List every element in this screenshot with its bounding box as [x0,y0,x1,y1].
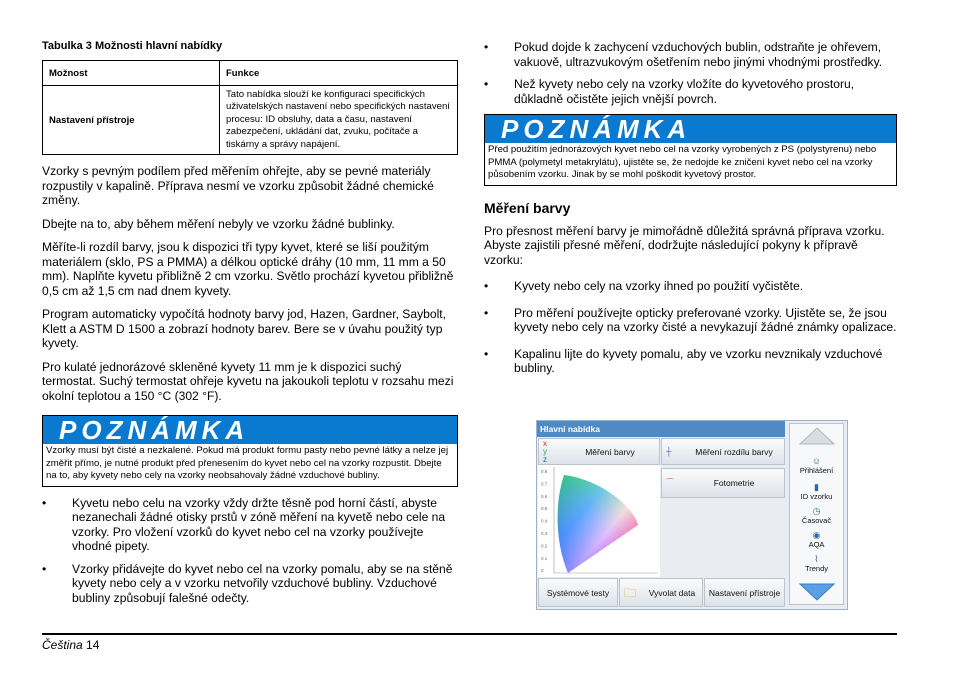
list-item-text: Kyvety nebo cely na vzorky ihned po použití vyčistěte. [514,279,804,293]
curve-icon: ⌒ [666,478,674,487]
table-header-row [43,61,458,86]
arrow-down-icon [798,582,836,602]
arrow-up-icon [798,426,836,446]
section-heading: Měření barvy [484,199,571,216]
color-difference-button[interactable] [661,438,785,465]
bullet-list [42,496,458,606]
note-title: POZNÁMKA [43,416,457,444]
bullet-list [484,279,897,376]
screen-title: Hlavní nabídka [537,421,785,437]
list-item-text: Pokud dojde k zachycení vzduchových bublin, odstraňte je ohřevem, vakuově, ultrazvukovým ošetřením nebo jinými vhodnými prostředky. [514,40,883,69]
button-label: Vyvolat data [648,587,696,598]
axis-tick-label: 0.1 [541,555,548,561]
page-number: 14 [86,638,100,652]
list-item [484,279,897,294]
paragraph: Pro kulaté jednorázové skleněné kyvety 11 mm je k dispozici suchý termostat. Suchý termostat ohřeje kyvetu na jakoukoli teplotu v rozsahu mezi okolní teplotou a 150 °C (302 °F). [42,359,454,403]
axis-tick-label: 0.4 [541,518,548,524]
table-header-function: Funkce [220,61,458,86]
list-item [484,347,897,376]
note-box [42,415,458,487]
side-item-label: AQA [808,540,825,549]
footer-divider [42,633,897,635]
bullet-icon: • [484,40,489,54]
clock-icon: ◷ [812,506,821,516]
list-item-text: Vzorky přidávejte do kyvet nebo cel na vzorky pomalu, aby se na stěně kyvety nebo cely a v vzorku netvořily vzduchové bubliny. Vzduchové bubliny způsobují falešné odečty. [72,561,453,605]
axis-tick-label: 0.5 [541,506,548,512]
list-item [42,496,458,554]
aqa-button[interactable] [790,530,843,549]
bullet-icon: • [484,346,489,361]
bullet-icon: • [484,77,489,91]
axis-tick-label: 0.6 [541,493,548,499]
chromaticity-svg [538,465,660,577]
color-measurement-button[interactable] [538,438,660,465]
table-header-option: Možnost [43,61,220,86]
bullet-icon: • [42,561,47,576]
right-column [484,38,897,384]
chromaticity-diagram [538,465,660,577]
trends-button[interactable] [790,554,843,573]
axis-tick-label: 0 [541,568,544,574]
side-item-label: Trendy [804,564,829,573]
scroll-up-button[interactable] [790,426,843,448]
button-label: Systémové testy [546,587,610,598]
vial-icon: ▮ [814,482,819,492]
sample-id-button[interactable] [790,482,843,501]
note-text: Před použitím jednorázových kyvet nebo cel na vzorky vyrobených z PS (polystyrenu) nebo PMMA (polymetyl metakrylátu), ujistěte se, že nedojde ke zničení kyvet nebo cel na vzorky působením vzorku. Jinak by se mohl poškodit kyvetový prostor. [488,144,877,180]
footer-language: Čeština [42,638,83,652]
button-label: Měření barvy [585,446,635,457]
list-item [484,40,897,69]
table-row [43,86,458,155]
bullet-icon: • [42,495,47,510]
paragraph: Dbejte na to, aby během měření nebyly ve vzorku žádné bublinky. [42,216,395,231]
side-item-label: Časovač [801,516,832,525]
bullet-icon: • [484,305,489,320]
button-label: Nastavení přístroje [708,587,781,598]
paragraph: Měříte-li rozdíl barvy, jsou k dispozici tři typy kyvet, které se liší použitým materiálem (sklo, PS a PMMA) a délkou optické dráhy (10 mm, 11 mm a 50 mm). Naplňte kyvetu přibližně 2 cm vzorku. Světlo prochází kyvetou přibližně 0,5 cm až 1,5 cm nad dnem kyvety. [42,240,454,298]
folder-icon: 🗀 [624,585,637,600]
axis-tick-label: 0.8 [541,469,548,474]
paragraph: Program automaticky vypočítá hodnoty barvy jod, Hazen, Gardner, Saybolt, Klett a ASTM D 1500 a zobrazí hodnoty barev. Bere se v úvahu použitý typ kyvety. [42,307,447,351]
axis-tick-label: 0.3 [541,531,548,536]
scroll-down-button[interactable] [790,582,843,604]
button-label: Fotometrie [713,478,755,488]
options-table [42,60,458,155]
button-label: Měření rozdílu barvy [695,446,773,457]
table-cell-function: Tato nabídka slouží ke konfiguraci specifických uživatelských nastavení nebo specifických nastavení procesu: ID obsluhy, data a času, nastavení zabezpečení, ukládání dat, zvuku, počítače a tiskárny a správy napájení. [220,86,458,155]
paragraph: Vzorky s pevným podílem před měřením ohřejte, aby se pevné materiály rozpustily v kapalině. Příprava nesmí ve vzorku způsobit žádné chemické změny. [42,164,434,208]
bullet-icon: • [484,279,489,293]
list-item [42,562,458,606]
table-cell-option: Nastavení přístroje [43,86,220,155]
table-caption: Tabulka 3 Možnosti hlavní nabídky [42,40,223,52]
instrument-settings-button[interactable] [704,578,785,607]
instrument-screen [536,420,848,610]
photometry-button[interactable] [661,468,785,498]
aqa-icon: ◉ [812,530,821,540]
axis-tick-label: 0.7 [541,481,548,487]
note-title: POZNÁMKA [485,115,896,143]
note-box [484,114,897,186]
page-footer [42,638,99,652]
trend-chart-icon: ⌇ [814,554,819,564]
axes-icon: ┼ [666,446,672,456]
list-item [484,306,897,335]
side-panel [789,423,844,605]
side-item-label: Přihlášení [799,466,834,475]
axis-tick-label: 0.2 [541,543,548,549]
user-icon: ☺ [811,456,822,466]
bullet-list [484,40,897,106]
system-tests-button[interactable] [538,578,618,607]
login-button[interactable] [790,456,843,475]
left-column [42,38,458,613]
recall-data-button[interactable] [619,578,703,607]
list-item-text: Kyvetu nebo celu na vzorky vždy držte těsně pod horní částí, abyste nezanechali žádné otisky prstů v zóně měření na kyvetě nebo cele na vzorky. Pro vložení vzorků do kyvet nebo cel na vzorky používejte vhodné pipety. [72,495,446,554]
list-item-text: Pro měření používejte opticky preferované vzorky. Ujistěte se, že jsou kyvety nebo cely na vzorky čisté a nevykazují žádné známky opalizace. [514,305,897,334]
list-item-text: Než kyvety nebo cely na vzorky vložíte do kyvetového prostoru, důkladně očistěte jejich vnější povrch. [514,77,855,106]
timer-button[interactable] [790,506,843,525]
side-item-label: ID vzorku [800,492,833,501]
note-text: Vzorky musí být čisté a nezkalené. Pokud má produkt formu pasty nebo pevné látky a nelze jej změřit přímo, je nutné produkt před přenesením do kyvet nebo cel na vzorky rozpustit. Dbejte na to, aby kyvety nebo cely na vzorky neobsahovaly žádné vzduchové bubliny. [46,445,449,482]
xyz-icon: x y z [543,438,547,464]
list-item-text: Kapalinu lijte do kyvety pomalu, aby ve vzorku nevznikaly vzduchové bubliny. [514,346,883,375]
paragraph: Pro přesnost měření barvy je mimořádně důležitá správná příprava vzorku. Abyste zajistili přesné měření, dodržujte následující pokyny k přípravě vzorku: [484,223,885,267]
list-item [484,77,897,106]
